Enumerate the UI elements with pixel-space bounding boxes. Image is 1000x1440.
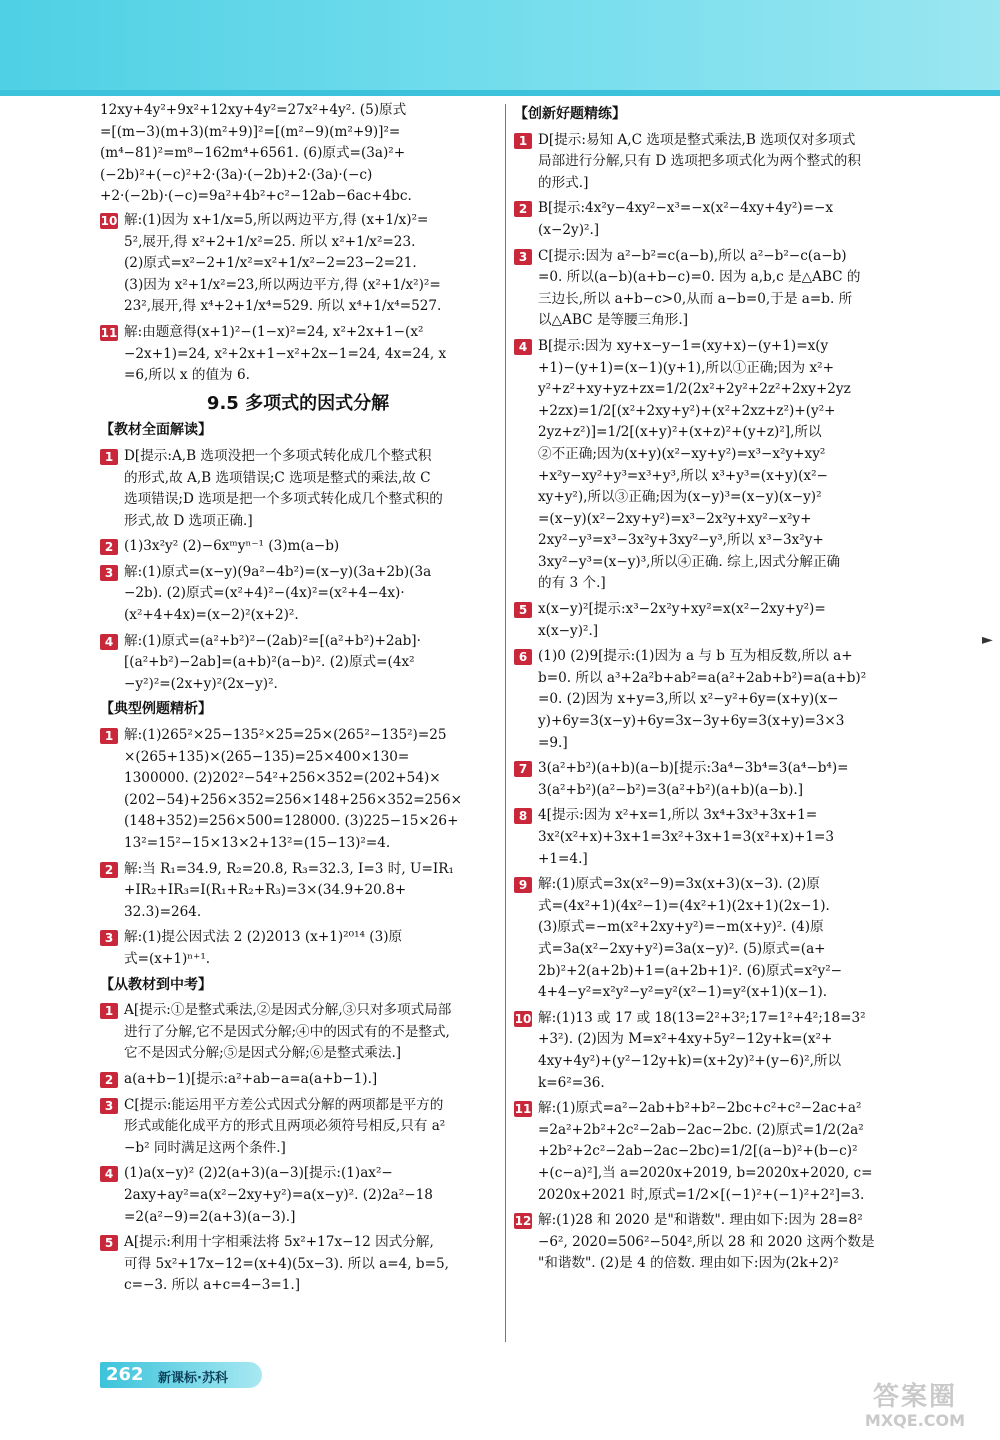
edition-label: 新课标·苏科 xyxy=(158,1371,228,1386)
text-line: −b² 同时满足这两个条件.] xyxy=(124,1139,286,1156)
answer-item xyxy=(514,246,910,332)
question-number-badge: 8 xyxy=(514,808,532,824)
text-line: 以△ABC 是等腰三角形.] xyxy=(538,312,689,329)
text-line: =6,所以 x 的值为 6. xyxy=(124,367,250,384)
section-title: 【教材全面解读】 xyxy=(100,422,212,439)
text-line: 解:(1)原式=3x(x²−9)=3x(x+3)(x−3). (2)原 xyxy=(538,876,820,893)
answer-item xyxy=(100,446,496,532)
text-line: 2020x+2021 时,原式=1/2×[(−1)²+(−1)²+2²]=3. xyxy=(538,1186,865,1203)
column-divider xyxy=(505,104,506,1342)
watermark xyxy=(840,1382,990,1434)
text-line: 解:(1)13 或 17 或 18(13=2²+3²;17=1²+4²;18=3² xyxy=(538,1009,866,1026)
text-line: "和谐数". (2)是 4 的倍数. 理由如下:因为(2k+2)² xyxy=(538,1255,839,1272)
section-title: 【典型例题精析】 xyxy=(100,701,212,718)
text-line: 解:由题意得(x+1)²−(1−x)²=24, x²+2x+1−(x² xyxy=(124,323,424,340)
text-line: a(a+b−1)[提示:a²+ab−a=a(a+b−1).] xyxy=(124,1070,378,1087)
text-line: 解:(1)28 和 2020 是"和谐数". 理由如下:因为 28=8² xyxy=(538,1212,863,1229)
text-line: ②不正确;因为(x+y)(x²−xy+y²)=x³−x²y+xy² xyxy=(538,445,826,462)
question-number-badge: 4 xyxy=(100,1166,118,1182)
text-line: B[提示:4x²y−4xy²−x³=−x(x²−4xy+4y²)=−x xyxy=(538,200,834,217)
text-line: 2b)²+2(a+2b)+1=(a+2b+1)². (6)原式=x²y²− xyxy=(538,962,843,979)
right-column xyxy=(514,100,910,1350)
question-number-badge: 12 xyxy=(514,1214,532,1229)
question-number-badge: 10 xyxy=(514,1011,532,1026)
answer-item xyxy=(514,874,910,1004)
answer-item xyxy=(100,536,496,558)
watermark-url: MXQE.COM xyxy=(864,1411,966,1430)
section-title: 【创新好题精练】 xyxy=(514,106,626,122)
question-number-badge: 3 xyxy=(100,1098,118,1114)
text-line: 5²,展开,得 x²+2+1/x²=25. 所以 x²+1/x²=23. xyxy=(124,233,416,250)
text-line: +3²). (2)因为 M=x²+4xy+5y²−12y+k=(x²+ xyxy=(538,1031,833,1048)
question-number-badge: 4 xyxy=(514,339,532,355)
question-number-badge: 1 xyxy=(514,133,532,149)
question-number-badge: 2 xyxy=(100,862,118,878)
text-line: (202−54)+256×352=256×148+256×352=256× xyxy=(124,791,462,808)
text-line: 的有 3 个.] xyxy=(538,575,606,592)
answer-item xyxy=(100,631,496,696)
text-line: 3xy²−y³=(x−y)³,所以④正确. 综上,因式分解正确 xyxy=(538,553,841,570)
text-line: (−2b)²+(−c)²+2·(3a)·(−2b)+2·(3a)·(−c) xyxy=(100,166,373,183)
question-number-badge: 3 xyxy=(100,565,118,581)
question-number-badge: 6 xyxy=(514,649,532,665)
text-line: (148+352)=256×500=128000. (3)225−15×26+ xyxy=(124,813,459,830)
text-line: A[提示:①是整式乘法,②是因式分解,③只对多项式局部 xyxy=(124,1002,452,1019)
question-number-badge: 2 xyxy=(100,1072,118,1088)
text-line: 2xy²−y³=x³−3x²y+3xy²−y³,所以 x³−3x²y+ xyxy=(538,532,824,549)
answer-item xyxy=(514,336,910,595)
text-line: =9.] xyxy=(538,734,568,751)
page-footer-badge xyxy=(100,1362,262,1388)
text-line: +(c−a)²],当 a=2020x+2019, b=2020x+2020, c= xyxy=(538,1164,873,1181)
text-line: 3(a²+b²)(a+b)(a−b)[提示:3a⁴−3b⁴=3(a⁴−b⁴)= xyxy=(538,760,849,777)
text-line: +IR₂+IR₃=I(R₁+R₂+R₃)=3×(34.9+20.8+ xyxy=(124,882,407,899)
text-line: 解:(1)提公因式法 2 (2)2013 (x+1)²⁰¹⁴ (3)原 xyxy=(124,929,403,946)
text-line: 形式,故 D 选项正确.] xyxy=(124,512,253,529)
answer-item xyxy=(100,927,496,970)
answer-item xyxy=(100,1232,496,1297)
text-line: (3)原式=−m(x²+2xy+y²)=−m(x+y)². (4)原 xyxy=(538,919,824,936)
text-line: =2(a²−9)=2(a+3)(a−3).] xyxy=(124,1208,296,1225)
text-line: −2x+1)=24, x²+2x+1−x²+2x−1=24, 4x=24, x xyxy=(124,345,447,362)
text-line: +1)−(y+1)=(x−1)(y+1),所以①正确;因为 x²+ xyxy=(538,359,834,376)
text-line: 解:(1)原式=(x−y)(9a²−4b²)=(x−y)(3a+2b)(3a xyxy=(124,563,432,580)
question-number-badge: 2 xyxy=(100,539,118,555)
text-line: =[(m−3)(m+3)(m²+9)]²=[(m²−9)(m²+9)]²= xyxy=(100,123,401,140)
answer-item xyxy=(100,1095,496,1160)
question-number-badge: 5 xyxy=(100,1235,118,1251)
text-line: 式=3a(x²−2xy+y²)=3a(x−y)². (5)原式=(a+ xyxy=(538,940,826,957)
text-line: 4xy+4y²)+(y²−12y+k)=(x+2y)²+(y−6)²,所以 xyxy=(538,1052,842,1069)
text-line: y²+z²+xy+yz+zx=1/2(2x²+2y²+2z²+2xy+2yz xyxy=(538,381,851,398)
text-line: (1)a(x−y)² (2)2(a+3)(a−3)[提示:(1)ax²− xyxy=(124,1165,393,1182)
answer-item xyxy=(100,1069,496,1091)
continued-solution xyxy=(100,100,496,208)
answer-item xyxy=(514,1098,910,1206)
left-column xyxy=(100,100,496,1350)
watermark-logo: 答案圈 xyxy=(872,1382,957,1412)
text-line: 的形式,故 A,B 选项错误;C 选项是整式的乘法,故 C xyxy=(124,469,431,486)
answer-item xyxy=(100,322,496,387)
question-number-badge: 3 xyxy=(100,930,118,946)
question-number-badge: 5 xyxy=(514,602,532,618)
text-line: (x−2y)².] xyxy=(538,221,600,238)
text-line: D[提示:A,B 选项没把一个多项式转化成几个整式积 xyxy=(124,447,432,464)
text-line: 13²=15²−15×13×2+13²=(15−13)²=4. xyxy=(124,835,391,851)
answer-item xyxy=(100,725,496,855)
text-line: 1300000. (2)202²−54²+256×352=(202+54)× xyxy=(124,770,441,787)
text-line: 式=(4x²+1)(4x²−1)=(4x²+1)(2x+1)(2x−1). xyxy=(538,897,830,914)
answer-item xyxy=(100,859,496,924)
text-line: C[提示:能运用平方差公式因式分解的两项都是平方的 xyxy=(124,1096,444,1113)
text-line: [(a²+b²)−2ab]=(a+b)²(a−b)². (2)原式=(4x² xyxy=(124,654,415,671)
text-line: 式=(x+1)ⁿ⁺¹. xyxy=(124,950,211,967)
text-line: C[提示:因为 a²−b²=c(a−b),所以 a²−b²−c(a−b) xyxy=(538,247,847,264)
text-line: 12xy+4y²+9x²+12xy+4y²=27x²+4y². (5)原式 xyxy=(100,102,407,118)
text-line: (1)3x²y² (2)−6xᵐyⁿ⁻¹ (3)m(a−b) xyxy=(124,538,340,555)
answer-item xyxy=(514,130,910,195)
answer-item xyxy=(514,1008,910,1094)
text-line: 的形式.] xyxy=(538,174,589,191)
text-line: 解:(1)原式=a²−2ab+b²+b²−2bc+c²+c²−2ac+a² xyxy=(538,1100,862,1117)
text-line: 解:当 R₁=34.9, R₂=20.8, R₃=32.3, I=3 时, U=IR₁ xyxy=(124,860,454,877)
text-line: 23²,展开,得 x⁴+2+1/x⁴=529. 所以 x⁴+1/x⁴=527. xyxy=(124,298,442,315)
answer-item xyxy=(514,646,910,754)
text-line: 4+4−y²=x²y²−y²=y²(x²−1)=y²(x+1)(x−1). xyxy=(538,984,828,1001)
text-line: (m⁴−81)²=m⁸−162m⁴+6561. (6)原式=(3a)²+ xyxy=(100,145,406,162)
text-line: B[提示:因为 xy+x−y−1=(xy+x)−(y+1)=x(y xyxy=(538,337,829,354)
text-line: (2)原式=x²−2+1/x²=x²+1/x²−2=23−2=21. xyxy=(124,255,417,272)
text-line: 它不是因式分解;⑤是因式分解;⑥是整式乘法.] xyxy=(124,1045,402,1062)
text-line: 解:(1)265²×25−135²×25=25×(265²−135²)=25 xyxy=(124,727,447,744)
answer-item xyxy=(514,599,910,642)
section-title: 【从教材到中考】 xyxy=(100,976,212,993)
text-line: =2a²+2b²+2c²−2ab−2ac−2bc. (2)原式=1/2(2a² xyxy=(538,1121,864,1138)
text-line: (3)因为 x²+1/x²=23,所以两边平方,得 (x²+1/x²)²= xyxy=(124,276,441,293)
text-line: 2axy+ay²=a(x²−2xy+y²)=a(x−y)². (2)2a²−18 xyxy=(124,1186,433,1203)
text-line: c=−3. 所以 a+c=4−3=1.] xyxy=(124,1277,301,1294)
text-line: (x²+4+4x)=(x−2)²(x+2)². xyxy=(124,607,299,624)
answer-item xyxy=(100,210,496,318)
answer-item xyxy=(514,758,910,801)
text-line: 形式或能化成平方的形式且两项必须符号相反,只有 a² xyxy=(124,1118,446,1135)
text-line: −y²)²=(2x+y)²(2x−y)². xyxy=(124,675,278,692)
text-line: 2yz+z²)]=1/2[(x+y)²+(x+z)²+(y+z)²],所以 xyxy=(538,424,822,441)
text-line: +2b²+2c²−2ab−2ac−2bc)=1/2[(a−b)²+(b−c)² xyxy=(538,1143,858,1160)
text-line: 选项错误;D 选项是把一个多项式转化成几个整式积的 xyxy=(124,491,443,508)
text-line: x(x−y)².] xyxy=(538,622,599,639)
text-line: −6², 2020=506²−504²,所以 28 和 2020 这两个数是 xyxy=(538,1233,875,1250)
question-number-badge: 10 xyxy=(100,213,118,228)
text-line: +1=4.] xyxy=(538,850,588,867)
text-line: 32.3)=264. xyxy=(124,903,202,920)
text-line: +2zx)=1/2[(x²+2xy+y²)+(x²+2xz+z²)+(y²+ xyxy=(538,402,836,419)
answer-item xyxy=(100,1000,496,1065)
answer-item xyxy=(514,198,910,241)
text-line: x(x−y)²[提示:x³−2x²y+xy²=x(x²−2xy+y²)= xyxy=(538,601,826,618)
text-line: 3(a²+b²)(a²−b²)=3(a²+b²)(a+b)(a−b).] xyxy=(538,781,804,798)
text-line: =(x−y)(x²−2xy+y²)=x³−2x²y+xy²−x²y+ xyxy=(538,510,812,527)
text-line: 4[提示:因为 x²+x=1,所以 3x⁴+3x³+3x+1= xyxy=(538,807,818,824)
chevron-right-icon: ► xyxy=(982,632,993,648)
text-line: y)+6y=3(x−y)+6y=3x−3y+6y=3(x+y)=3×3 xyxy=(538,713,845,730)
question-number-badge: 9 xyxy=(514,877,532,893)
text-line: 解:(1)原式=(a²+b²)²−(2ab)²=[(a²+b²)+2ab]· xyxy=(124,632,421,649)
answer-item xyxy=(100,562,496,627)
question-number-badge: 1 xyxy=(100,1003,118,1019)
question-number-badge: 7 xyxy=(514,761,532,777)
question-number-badge: 1 xyxy=(100,728,118,744)
question-number-badge: 4 xyxy=(100,634,118,650)
text-line: ×(265+135)×(265−135)=25×400×130= xyxy=(124,748,410,765)
text-line: =0. (2)因为 x+y=3,所以 x²−y²+6y=(x+y)(x− xyxy=(538,691,839,708)
question-number-badge: 2 xyxy=(514,201,532,217)
text-line: A[提示:利用十字相乘法将 5x²+17x−12 因式分解, xyxy=(124,1234,434,1251)
answer-item xyxy=(100,1163,496,1228)
text-line: 局部进行分解,只有 D 选项把多项式化为两个整式的积 xyxy=(538,153,861,170)
page-number: 262 xyxy=(106,1364,144,1385)
text-line: b=0. 所以 a³+2a²b+ab²=a(a²+2ab+b²)=a(a+b)² xyxy=(538,669,867,686)
text-line: (1)0 (2)9[提示:(1)因为 a 与 b 互为相反数,所以 a+ xyxy=(538,648,853,665)
answer-item xyxy=(514,805,910,870)
chapter-title: 9.5 多项式的因式分解 xyxy=(206,392,390,414)
text-line: −2b). (2)原式=(x²+4)²−(4x)²=(x²+4−4x)· xyxy=(124,585,405,602)
question-number-badge: 1 xyxy=(100,449,118,465)
text-line: D[提示:易知 A,C 选项是整式乘法,B 选项仅对多项式 xyxy=(538,131,856,148)
text-line: k=6²=36. xyxy=(538,1074,605,1091)
question-number-badge: 11 xyxy=(100,325,118,340)
text-line: 解:(1)因为 x+1/x=5,所以两边平方,得 (x+1/x)²= xyxy=(124,211,429,228)
question-number-badge: 11 xyxy=(514,1102,532,1117)
question-number-badge: 3 xyxy=(514,249,532,265)
text-line: +x²y−xy²+y³=x³+y³,所以 x³+y³=(x+y)(x²− xyxy=(538,467,828,484)
answer-item xyxy=(514,1210,910,1275)
text-line: =0. 所以(a−b)(a+b−c)=0. 因为 a,b,c 是△ABC 的 xyxy=(538,269,861,286)
text-line: 3x²(x²+x)+3x+1=3x²+3x+1=3(x²+x)+1=3 xyxy=(538,829,835,845)
text-line: 可得 5x²+17x−12=(x+4)(5x−3). 所以 a=4, b=5, xyxy=(124,1255,449,1272)
text-line: +2·(−2b)·(−c)=9a²+4b²+c²−12ab−6ac+4bc. xyxy=(100,188,412,205)
text-line: xy+y²),所以③正确;因为(x−y)³=(x−y)(x−y)² xyxy=(538,489,822,506)
text-line: 三边长,所以 a+b−c>0,从而 a−b=0,于是 a=b. 所 xyxy=(538,290,853,307)
text-line: 进行了分解,它不是因式分解;④中的因式有的不是整式, xyxy=(124,1023,450,1040)
header-band xyxy=(0,0,1000,96)
